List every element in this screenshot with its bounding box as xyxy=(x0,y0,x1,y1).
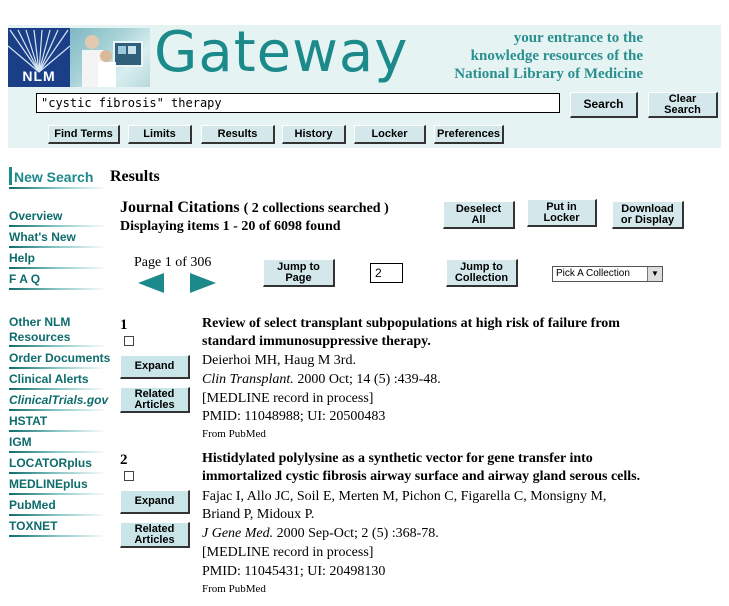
app-title: Gateway xyxy=(154,20,409,85)
related-articles-button[interactable] xyxy=(120,522,190,548)
deselect-all-button[interactable] xyxy=(443,201,515,229)
result-ids: PMID: 11045431; UI: 20498130 xyxy=(202,564,386,579)
divider xyxy=(9,535,107,537)
put-in-locker-button[interactable] xyxy=(527,199,597,227)
nlm-logo[interactable] xyxy=(8,28,70,87)
result-number: 1 xyxy=(120,317,128,333)
button-label: or Display xyxy=(620,213,675,226)
sidebar-item-hstat[interactable]: HSTAT xyxy=(9,414,48,428)
page-number-input[interactable]: 2 xyxy=(370,263,403,283)
other-resources-label: Resources xyxy=(9,330,71,344)
section-title: Journal Citations xyxy=(120,199,240,216)
sidebar-item-overview[interactable]: Overview xyxy=(9,209,63,223)
result-journal: J Gene Med. xyxy=(202,526,274,541)
divider xyxy=(9,514,107,516)
result-status: [MEDLINE record in process] xyxy=(202,545,374,560)
search-button[interactable]: Search xyxy=(570,92,638,118)
sidebar-other-resources[interactable] xyxy=(9,315,70,345)
related-articles-button[interactable] xyxy=(120,387,190,413)
sidebar-item-pubmed[interactable]: PubMed xyxy=(9,498,56,512)
result-checkbox[interactable] xyxy=(124,471,134,481)
chevron-down-icon: ▼ xyxy=(647,267,662,281)
clear-search-button[interactable] xyxy=(648,92,718,118)
result-authors: Deierhoi MH, Haug M 3rd. xyxy=(202,353,356,368)
button-label: Articles xyxy=(134,533,175,546)
sidebar-item-igm[interactable]: IGM xyxy=(9,435,32,449)
divider xyxy=(9,288,107,290)
result-status: [MEDLINE record in process] xyxy=(202,391,374,406)
new-search-marker xyxy=(9,167,12,185)
sidebar-item-faq[interactable]: F A Q xyxy=(9,272,41,286)
sidebar-item-medlineplus[interactable]: MEDLINEplus xyxy=(9,477,88,491)
expand-button[interactable]: Expand xyxy=(120,355,190,379)
jump-to-page-button[interactable] xyxy=(263,259,335,287)
divider xyxy=(9,267,107,269)
divider xyxy=(9,451,107,453)
button-label: Jump to xyxy=(460,260,503,273)
sidebar-new-search[interactable]: New Search xyxy=(14,169,94,185)
button-label: Related xyxy=(134,387,175,400)
result-citation xyxy=(202,371,441,389)
result-title[interactable] xyxy=(202,450,722,486)
button-label: Locker xyxy=(543,211,580,224)
result-source: From PubMed xyxy=(202,583,266,595)
divider xyxy=(9,225,107,227)
result-authors-line: Fajac I, Allo JC, Soil E, Merten M, Pichon C, Figarella C, Monsigny M, xyxy=(202,489,607,504)
logo-text: NLM xyxy=(22,68,56,84)
divider xyxy=(9,388,107,390)
result-checkbox[interactable] xyxy=(124,336,134,346)
page-info: Page 1 of 306 xyxy=(134,255,212,270)
sidebar-item-clinicaltrials[interactable]: ClinicalTrials.gov xyxy=(9,393,109,407)
download-display-button[interactable] xyxy=(612,201,684,229)
sidebar-item-order-documents[interactable]: Order Documents xyxy=(9,351,111,365)
displaying-count: Displaying items 1 - 20 of 6098 found xyxy=(120,219,341,234)
results-heading: Results xyxy=(110,168,160,185)
button-label: Page xyxy=(285,271,312,284)
result-journal: Clin Transplant. xyxy=(202,372,294,387)
tagline-line: knowledge resources of the xyxy=(470,48,643,64)
button-label: Collection xyxy=(454,271,509,284)
button-label: Put in xyxy=(546,200,577,213)
button-label: Download xyxy=(621,202,674,215)
divider xyxy=(9,493,107,495)
divider xyxy=(9,345,107,347)
search-input[interactable]: "cystic fibrosis" therapy xyxy=(36,93,560,113)
collection-select-value: Pick A Collection xyxy=(556,268,630,279)
sidebar-item-clinical-alerts[interactable]: Clinical Alerts xyxy=(9,372,89,386)
result-citation-detail: 2000 Oct; 14 (5) :439-48. xyxy=(293,372,441,387)
result-authors-line: Briand P, Midoux P. xyxy=(202,507,315,522)
divider xyxy=(9,472,107,474)
result-number: 2 xyxy=(120,452,128,468)
tab-preferences[interactable]: Preferences xyxy=(434,125,504,144)
sidebar-item-locatorplus[interactable]: LOCATORplus xyxy=(9,456,92,470)
result-title-line: Review of select transplant subpopulations at high risk of failure from xyxy=(202,316,620,331)
expand-button[interactable]: Expand xyxy=(120,490,190,514)
clear-search-label: Clear xyxy=(668,92,697,105)
other-resources-label: Other NLM xyxy=(9,315,71,329)
button-label: Articles xyxy=(134,398,175,411)
jump-to-collection-button[interactable] xyxy=(446,259,518,287)
button-label: Jump to xyxy=(277,260,320,273)
next-page-icon[interactable] xyxy=(190,273,216,293)
divider xyxy=(9,246,107,248)
header-banner xyxy=(8,20,721,148)
divider xyxy=(9,367,107,369)
button-label: Deselect xyxy=(455,202,502,215)
result-title-line: immortalized cystic fibrosis airway surface and airway gland serous cells. xyxy=(202,469,641,484)
sidebar-item-toxnet[interactable]: TOXNET xyxy=(9,519,58,533)
tagline-line: National Library of Medicine xyxy=(454,66,643,82)
result-title-line: standard immunosuppressive therapy. xyxy=(202,334,431,349)
button-label: Related xyxy=(134,522,175,535)
result-authors xyxy=(202,488,606,524)
tab-locker[interactable]: Locker xyxy=(354,125,426,144)
sidebar-item-help[interactable]: Help xyxy=(9,251,36,265)
result-citation-detail: 2000 Sep-Oct; 2 (5) :368-78. xyxy=(273,526,439,541)
tagline xyxy=(438,29,643,83)
button-label: All xyxy=(471,213,486,226)
divider xyxy=(9,409,107,411)
result-title[interactable] xyxy=(202,315,702,351)
clear-search-label: Search xyxy=(664,103,701,116)
tab-find-terms[interactable]: Find Terms xyxy=(48,125,120,144)
tab-results[interactable]: Results xyxy=(201,125,275,144)
doctors-photo-icon xyxy=(70,28,150,87)
section-header xyxy=(120,199,389,217)
result-ids: PMID: 11048988; UI: 20500483 xyxy=(202,409,386,424)
result-title-line: Histidylated polylysine as a synthetic vector for gene transfer into xyxy=(202,451,593,466)
collections-note: ( 2 collections searched ) xyxy=(243,201,389,216)
tab-limits[interactable]: Limits xyxy=(128,125,192,144)
tagline-line: your entrance to the xyxy=(513,30,643,46)
previous-page-icon[interactable] xyxy=(138,273,164,293)
divider xyxy=(9,187,107,189)
result-citation xyxy=(202,525,439,543)
divider xyxy=(9,430,107,432)
tab-history[interactable]: History xyxy=(282,125,346,144)
sidebar-item-whats-new[interactable]: What's New xyxy=(9,230,76,244)
header-photo xyxy=(70,28,150,87)
collection-select[interactable] xyxy=(552,266,663,282)
result-source: From PubMed xyxy=(202,428,266,440)
